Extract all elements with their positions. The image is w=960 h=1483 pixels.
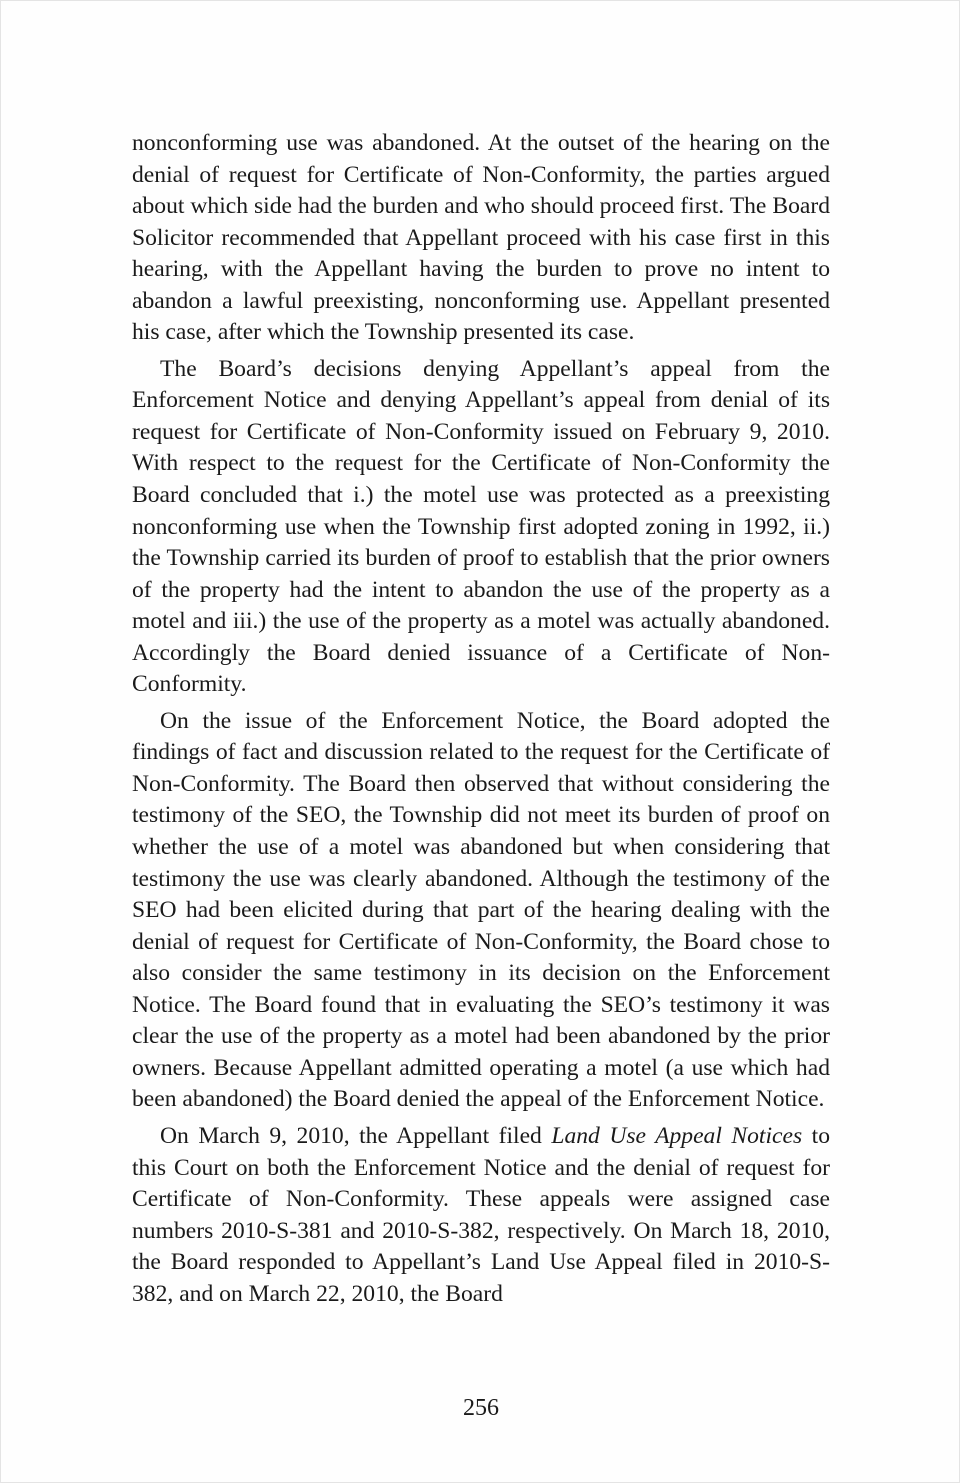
page-number: 256 (463, 1395, 499, 1421)
paragraph-2: The Board’s decisions denying Appellant’s appeal from the Enforcement Notice and denying Appellant’s appeal from denial of its request for Certificate of Non-Conformity issued on February 9, 2010. With respect to the request for the Certificate of Non-Conformity the Board concluded that i.) the motel use was protected as a preexisting nonconforming use when the Township first adopted zoning in 1992, ii.) the Township carried its burden of proof to establish that the prior owners of the property had the intent to abandon the use of the property as a motel and iii.) the use of the property as a motel was actually abandoned. Accordingly the Board denied issuance of a Certificate of Non-Conformity. (132, 355, 830, 698)
paragraph-4 (132, 1121, 830, 1310)
paragraph-4-text-after: to this Court on both the Enforcement Notice and the denial of request for Certificate of Non-Conformity. These appeals were assigned case numbers 2010-S-381 and 2010-S-382, respectively. On March 18, 2010, the Board responded to Appellant’s Land Use Appeal filed in 2010-S-382, and on March 22, 2010, the Board (132, 1122, 830, 1307)
paragraph-3: On the issue of the Enforcement Notice, the Board adopted the findings of fact and discussion related to the request for the Certificate of Non-Conformity. The Board then observed that without considering the testimony of the SEO, the Township did not meet its burden of proof on whether the use of a motel was abandoned but when considering that testimony the use was clearly abandoned. Although the testimony of the SEO had been elicited during that part of the hearing dealing with the denial of request for Certificate of Non-Conformity, the Board chose to also consider the same testimony in its decision on the Enforcement Notice. The Board found that in evaluating the SEO’s testimony it was clear the use of the property as a motel had been abandoned by the prior owners. Because Appellant admitted operating a motel (a use which had been abandoned) the Board denied the appeal of the Enforcement Notice. (132, 707, 830, 1113)
body-text (132, 128, 830, 1315)
paragraph-4-italic-title: Land Use Appeal Notices (551, 1122, 803, 1149)
paragraph-4-text-before: On March 9, 2010, the Appellant filed (160, 1122, 552, 1149)
paragraph-1: nonconforming use was abandoned. At the outset of the hearing on the denial of request for Certificate of Non-Conformity, the parties argued about which side had the burden and who should proceed first. The Board Solicitor recommended that Appellant proceed with his case first in this hearing, with the Appellant having the burden to prove no intent to abandon a lawful preexisting, nonconforming use. Appellant presented his case, after which the Township presented its case. (132, 130, 830, 346)
